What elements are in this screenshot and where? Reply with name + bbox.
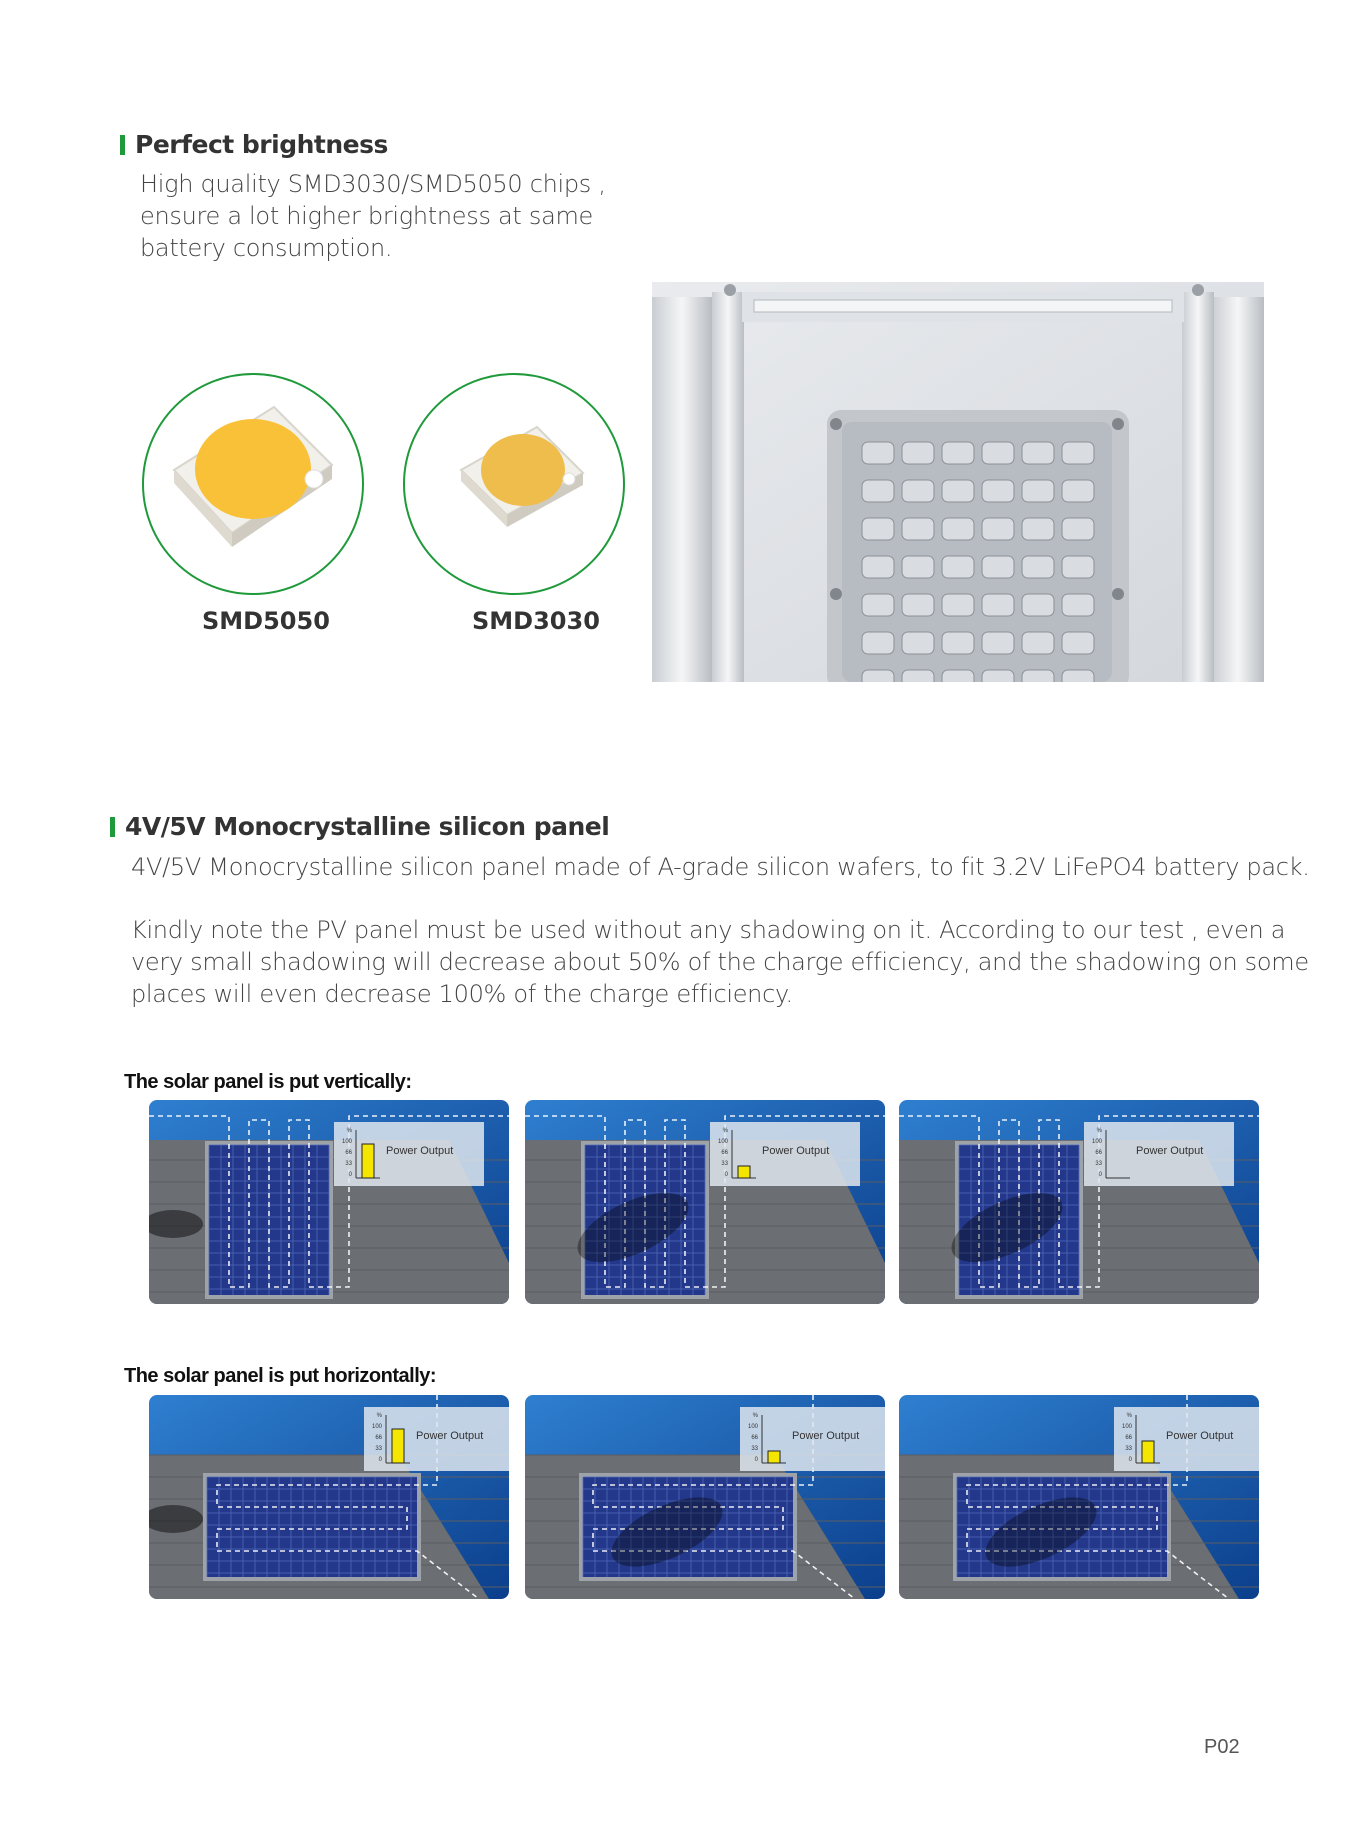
power-axis-tick: 100 <box>1121 1424 1132 1430</box>
power-axis-tick: % <box>346 1128 352 1134</box>
power-axis-tick: 100 <box>717 1139 728 1145</box>
power-axis-tick: % <box>1126 1413 1132 1419</box>
power-axis-tick: 66 <box>375 1435 382 1441</box>
description-line: High quality SMD3030/SMD5050 chips , <box>140 170 606 198</box>
horizontal-panel-image-1 <box>149 1395 509 1599</box>
vertical-panel-image-1 <box>149 1100 509 1304</box>
description-line: battery consumption. <box>140 234 393 262</box>
power-axis-tick: 100 <box>747 1424 758 1430</box>
note-line: very small shadowing will decrease about 50% of the charge efficiency, and the shadowing on some <box>131 948 1309 976</box>
led-module-photo <box>652 282 1264 682</box>
horizontal-panel-image-3 <box>899 1395 1259 1599</box>
power-output-label: Power Output <box>762 1145 830 1157</box>
panel-description: 4V/5V Monocrystalline silicon panel made of A-grade silicon wafers, to fit 3.2V LiFePO4 battery pack. <box>131 853 1310 881</box>
power-axis-tick: 0 <box>724 1172 728 1178</box>
power-axis-tick: 100 <box>341 1139 352 1145</box>
power-output-bar <box>1142 1441 1154 1463</box>
power-axis-tick: 0 <box>1128 1457 1132 1463</box>
title-accent-bar <box>120 135 125 155</box>
power-axis-tick: 0 <box>378 1457 382 1463</box>
horizontal-title: The solar panel is put horizontally: <box>124 1365 437 1387</box>
horizontal-panel-image-2 <box>525 1395 885 1599</box>
power-output-bar <box>362 1144 374 1178</box>
vertical-panel-image-3 <box>899 1100 1259 1304</box>
power-axis-tick: % <box>376 1413 382 1419</box>
power-output-bar <box>392 1429 404 1463</box>
vertical-panel-image-2 <box>525 1100 885 1304</box>
section-title-text: Perfect brightness <box>135 130 388 159</box>
power-output-label: Power Output <box>792 1430 860 1442</box>
power-output-bar <box>768 1451 780 1463</box>
power-axis-tick: % <box>1096 1128 1102 1134</box>
power-axis-tick: % <box>722 1128 728 1134</box>
note-line: places will even decrease 100% of the charge efficiency. <box>131 980 793 1008</box>
power-axis-tick: 66 <box>345 1150 352 1156</box>
power-axis-tick: 0 <box>1098 1172 1102 1178</box>
power-axis-tick: 66 <box>721 1150 728 1156</box>
power-axis-tick: 33 <box>721 1161 728 1167</box>
power-output-label: Power Output <box>386 1145 454 1157</box>
note-line: Kindly note the PV panel must be used without any shadowing on it. According to our test , even a <box>131 916 1286 944</box>
power-axis-tick: 33 <box>751 1446 758 1452</box>
power-output-label: Power Output <box>1166 1430 1234 1442</box>
power-axis-tick: 100 <box>371 1424 382 1430</box>
power-axis-tick: 100 <box>1091 1139 1102 1145</box>
power-axis-tick: 66 <box>1125 1435 1132 1441</box>
page-number: P02 <box>1204 1736 1240 1758</box>
power-axis-tick: % <box>752 1413 758 1419</box>
power-axis-tick: 66 <box>1095 1150 1102 1156</box>
power-output-bar <box>738 1166 750 1178</box>
power-axis-tick: 33 <box>375 1446 382 1452</box>
power-axis-tick: 33 <box>1095 1161 1102 1167</box>
smd3030-label: SMD3030 <box>472 607 600 635</box>
smd5050-chip-image <box>142 373 364 595</box>
power-axis-tick: 33 <box>1125 1446 1132 1452</box>
power-axis-tick: 0 <box>754 1457 758 1463</box>
power-axis-tick: 33 <box>345 1161 352 1167</box>
section-title-brightness <box>120 130 388 159</box>
power-axis-tick: 66 <box>751 1435 758 1441</box>
power-output-label: Power Output <box>416 1430 484 1442</box>
shadowing-note <box>131 914 1309 1010</box>
power-output-label: Power Output <box>1136 1145 1204 1157</box>
vertical-title: The solar panel is put vertically: <box>124 1071 412 1093</box>
power-axis-tick: 0 <box>348 1172 352 1178</box>
description-line: ensure a lot higher brightness at same <box>140 202 594 230</box>
section-title-panel <box>110 812 609 841</box>
smd3030-chip-image <box>403 373 625 595</box>
section-title-text: 4V/5V Monocrystalline silicon panel <box>125 812 610 841</box>
smd5050-label: SMD5050 <box>202 607 330 635</box>
title-accent-bar <box>110 817 115 837</box>
brightness-description <box>140 168 606 264</box>
